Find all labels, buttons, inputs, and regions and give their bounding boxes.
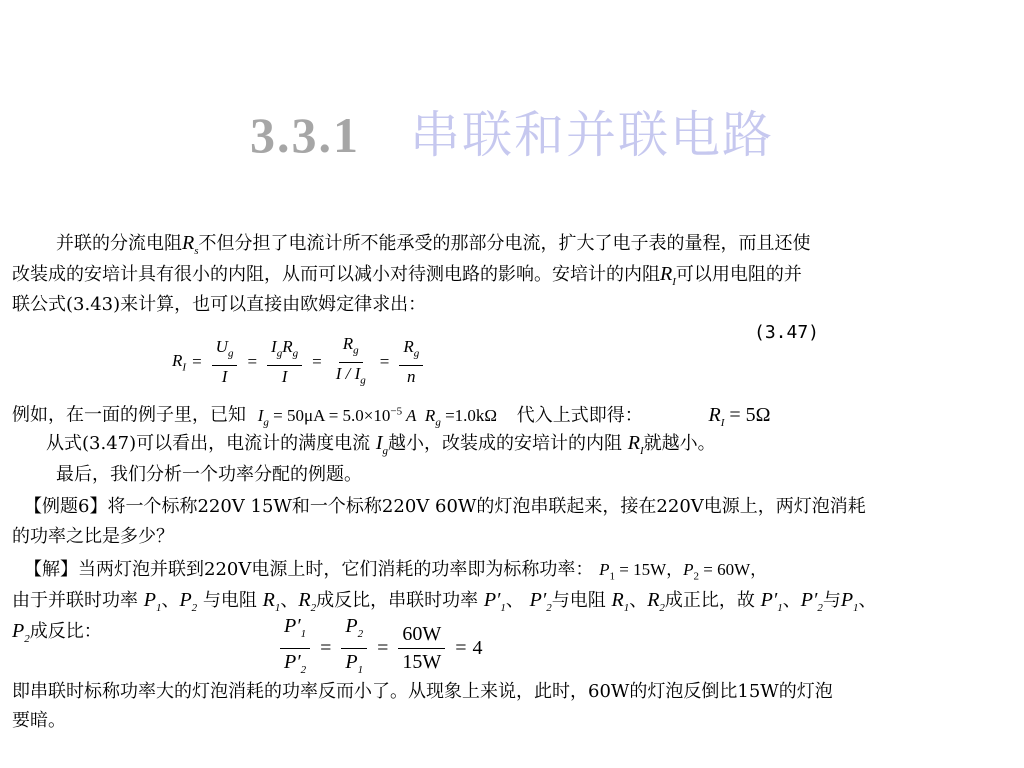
math-RI-2: $R_I$ bbox=[627, 432, 644, 457]
section-heading: 串联和并联电路 bbox=[410, 106, 774, 164]
equation-number: (3.47) bbox=[754, 322, 820, 343]
solution-line-3: $P_2$成反比： bbox=[12, 620, 102, 645]
fraction-rg-over-n: $\frac{R_g}{n}$ bbox=[399, 336, 423, 387]
conclusion-line-2: 要暗。 bbox=[12, 710, 66, 731]
math-Rs: $R_s$ bbox=[182, 232, 199, 257]
formula-power-ratio: $\frac{P'_1}{P'_2}$ = $\frac{P_2}{P_1}$ = $\frac{60W}{15W}$ = 4 bbox=[276, 616, 483, 680]
paragraph-2: 从式(3.47)可以看出，电流计的满度电流 $I_g$越小，改装成的安培计的内阻 $R_I$就越小。 bbox=[46, 432, 716, 457]
solution-line-2: 由于并联时功率 $P_1$、$P_2$ 与电阻 $R_1$、$R_2$成反比，串联时功率 $P'_1$、 $P'_2$与电阻 $R_1$、$R_2$成正比，故 $P'_1$、$P'_2$与$P_1$、 bbox=[12, 589, 877, 614]
formula-3-47: $R_I$ = $\frac{U_g}{I}$ = $\frac{I_gR_g}{I}$ = $\frac{R_g}{I / I_g}$ = $\frac{R_g}{n}$ bbox=[172, 335, 427, 389]
section-number: 3.3.1 bbox=[250, 107, 360, 163]
math-Ig: $I_g$ bbox=[375, 432, 389, 457]
paragraph-1-line-1: 并联的分流电阻$R_s$不但分担了电流计所不能承受的那部分电流，扩大了电子表的量程，而且还使 bbox=[56, 232, 811, 257]
fraction-ug-over-i: $\frac{U_g}{I}$ bbox=[212, 336, 238, 387]
example-6-line-1: 【例题6】将一个标称220V 15W和一个标称220V 60W的灯泡串联起来，接在220V电源上，两灯泡消耗 bbox=[24, 496, 866, 517]
solution-line-1: 【解】当两灯泡并联到220V电源上时，它们消耗的功率即为标称功率： $P_1 = 15W$，$P_2 = 60W$， bbox=[24, 559, 768, 583]
example-6-line-2: 的功率之比是多少？ bbox=[12, 526, 174, 547]
paragraph-1-line-3: 联公式(3.43)来计算，也可以直接由欧姆定律求出： bbox=[12, 294, 427, 315]
paragraph-1-line-2: 改装成的安培计具有很小的内阻，从而可以减小对待测电路的影响。安培计的内阻$R_I$可以用电阻的并 bbox=[12, 263, 802, 288]
fraction-igrg-over-i: $\frac{I_gR_g}{I}$ bbox=[267, 336, 302, 387]
nominal-powers: $P_1 = 15W$，$P_2 = 60W$， bbox=[599, 560, 768, 583]
example-line: 例如，在一面的例子里，已知 $I_g = 50\mu A = 5.0\times 10^{-5}$ A $R_g =1.0k\Omega$ 代入上式即得： $R_I = 5\Omega$ bbox=[12, 403, 771, 429]
section-title bbox=[0, 100, 1024, 170]
paragraph-3: 最后，我们分析一个功率分配的例题。 bbox=[56, 464, 362, 485]
math-RI: $R_I$ bbox=[660, 263, 676, 288]
result-RI: $R_I = 5\Omega$ bbox=[708, 403, 771, 429]
conclusion-line-1: 即串联时标称功率大的灯泡消耗的功率反而小了。从现象上来说，此时，60W的灯泡反倒比15W的灯泡 bbox=[12, 681, 833, 702]
given-values: $I_g = 50\mu A = 5.0\times 10^{-5}$ A $R_g =1.0k\Omega$ bbox=[257, 405, 498, 429]
fraction-rg-over-i-ig: $\frac{R_g}{I / I_g}$ bbox=[335, 334, 366, 386]
